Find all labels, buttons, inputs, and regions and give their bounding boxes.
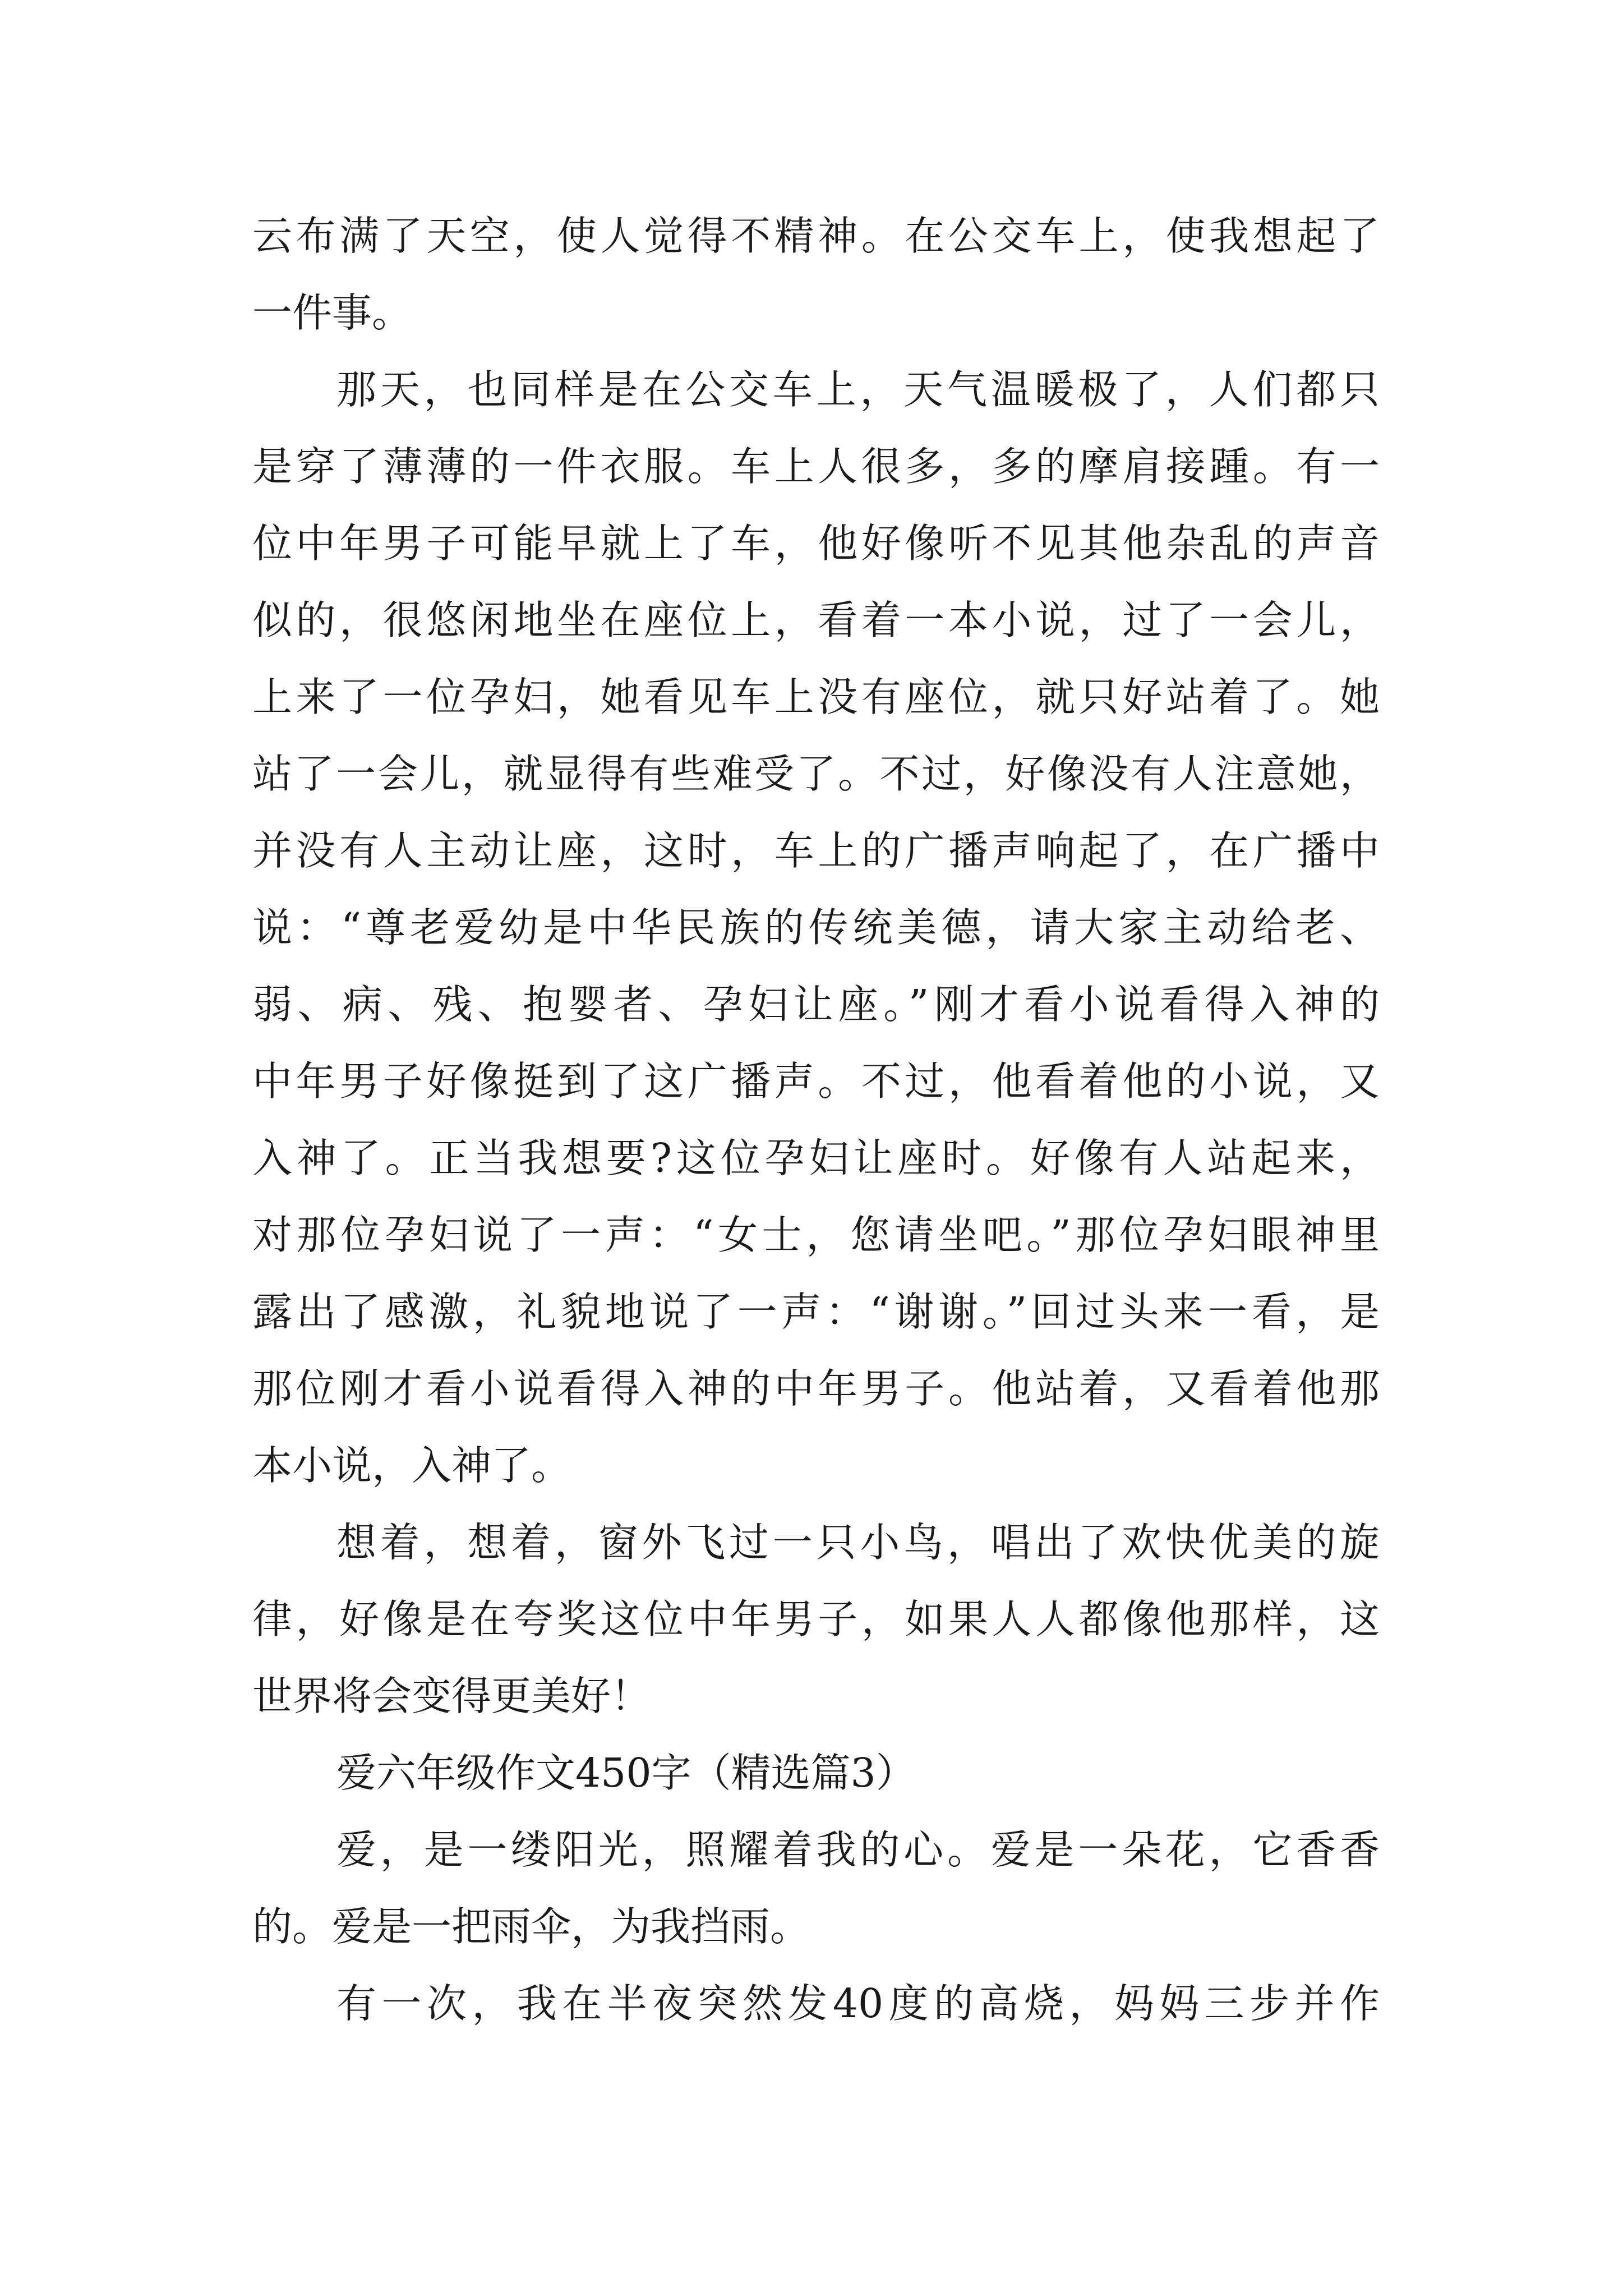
text-line: 那位刚才看小说看得入神的中年男子。他站着，又看着他那 (252, 1365, 1380, 1412)
text-line: 一件事。 (252, 289, 412, 336)
paragraph-start-line: 爱，是一缕阳光，照耀着我的心。爱是一朵花，它香香 (336, 1826, 1380, 1873)
text-line: 中年男子好像挺到了这广播声。不过，他看着他的小说，又 (252, 1058, 1380, 1105)
paragraph-start-line: 那天，也同样是在公交车上，天气温暖极了，人们都只 (336, 366, 1380, 413)
text-line: 入神了。正当我想要?这位孕妇让座时。好像有人站起来， (252, 1135, 1380, 1181)
text-line: 似的，很悠闲地坐在座位上，看着一本小说，过了一会儿， (252, 597, 1380, 643)
text-line: 世界将会变得更美好！ (252, 1673, 651, 1719)
text-line: 站了一会儿，就显得有些难受了。不过，好像没有人注意她， (252, 751, 1380, 797)
text-line: 露出了感激，礼貌地说了一声：“谢谢。”回过头来一看，是 (252, 1289, 1380, 1335)
paragraph-start-line: 有一次，我在半夜突然发40度的高烧，妈妈三步并作 (336, 1980, 1380, 2027)
text-line: 云布满了天空，使人觉得不精神。在公交车上，使我想起了 (252, 213, 1380, 259)
text-line: 本小说，入神了。 (252, 1442, 571, 1489)
text-line: 弱、病、残、抱婴者、孕妇让座。”刚才看小说看得入神的 (252, 981, 1380, 1028)
text-line: 并没有人主动让座，这时，车上的广播声响起了，在广播中 (252, 827, 1380, 874)
text-line: 位中年男子可能早就上了车，他好像听不见其他杂乱的声音 (252, 520, 1380, 567)
text-line: 上来了一位孕妇，她看见车上没有座位，就只好站着了。她 (252, 674, 1380, 720)
text-line: 是穿了薄薄的一件衣服。车上人很多，多的摩肩接踵。有一 (252, 443, 1380, 490)
text-line: 律，好像是在夸奖这位中年男子，如果人人都像他那样，这 (252, 1596, 1380, 1642)
text-line: 的。爱是一把雨伞，为我挡雨。 (252, 1903, 810, 1950)
text-line: 对那位孕妇说了一声：“女士，您请坐吧。”那位孕妇眼神里 (252, 1212, 1380, 1258)
text-line: 说：“尊老爱幼是中华民族的传统美德，请大家主动给老、 (252, 904, 1380, 951)
section-heading: 爱六年级作文450字（精选篇3） (336, 1750, 916, 1796)
paragraph-start-line: 想着，想着，窗外飞过一只小鸟，唱出了欢快优美的旋 (336, 1519, 1380, 1566)
